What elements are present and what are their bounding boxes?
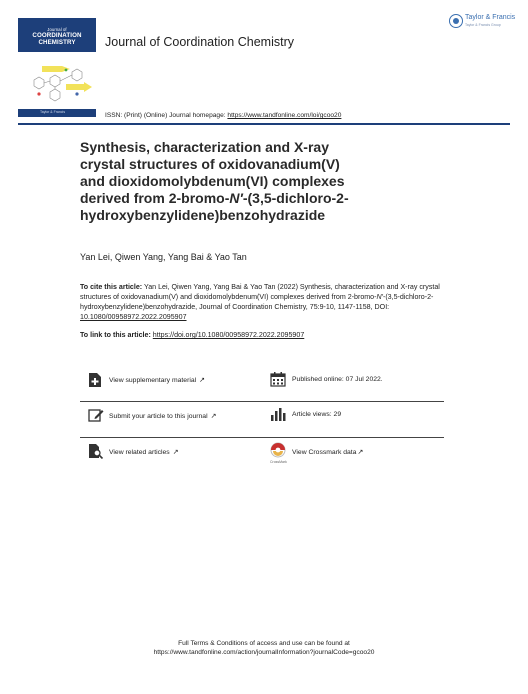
- publisher-logo-icon: [449, 14, 463, 28]
- title-line4-pre: derived from 2-bromo-: [80, 190, 230, 206]
- published-online: Published online: 07 Jul 2022.: [292, 376, 383, 383]
- footer-terms-url[interactable]: https://www.tandfonline.com/action/journalInformation?journalCode=gcoo20: [153, 649, 375, 656]
- graphical-abstract-thumbnail: [30, 64, 96, 102]
- cover-title-line1: COORDINATION: [32, 32, 82, 39]
- article-title-line: and dioxidomolybdenum(VI) complexes: [80, 173, 345, 189]
- title-line4-post: -(3,5-dichloro-2-: [242, 190, 349, 206]
- external-link-icon: ↗: [210, 413, 217, 420]
- related-label: View related articles: [109, 449, 170, 456]
- issn-line: [105, 112, 341, 119]
- article-doi-url[interactable]: https://doi.org/10.1080/00958972.2022.2095907: [152, 331, 305, 339]
- citation-text-1: Yan Lei, Qiwen Yang, Yang Bai & Yao Tan (2022) Synthesis, characterization and X-ray crystal structures of oxidovanadium(V) and dioxidomolybdenum(VI) complexes derived from 2-bromo-: [80, 283, 440, 301]
- article-views: Article views: 29: [292, 411, 342, 418]
- bar-chart-icon: [270, 406, 286, 422]
- crossmark-label: View Crossmark data: [292, 449, 357, 456]
- journal-cover-thumbnail: [18, 18, 96, 52]
- article-title-line: crystal structures of oxidovanadium(V): [80, 156, 340, 172]
- citation-label: To cite this article:: [80, 283, 143, 291]
- add-document-icon: [88, 372, 102, 388]
- link-label: To link to this article:: [80, 331, 153, 339]
- citation-italic: N′: [376, 293, 383, 301]
- article-title: [80, 139, 460, 224]
- submit-label: Submit your article to this journal: [109, 413, 208, 420]
- external-link-icon: ↗: [357, 449, 364, 456]
- cover-journal-of: Journal of: [47, 27, 67, 32]
- info-grid-divider: [80, 437, 444, 438]
- citation-doi-link[interactable]: 10.1080/00958972.2022.2095907: [80, 313, 187, 321]
- issn-label: ISSN: (Print) (Online) Journal homepage:: [105, 112, 228, 119]
- citation-block: [80, 282, 455, 322]
- supplementary-label: View supplementary material: [109, 377, 197, 384]
- article-title-line: Synthesis, characterization and X-ray: [80, 139, 329, 155]
- calendar-icon: [270, 371, 286, 387]
- header-divider: [18, 123, 510, 125]
- crossmark-icon: [269, 442, 287, 462]
- title-line4-italic: N′: [229, 190, 243, 206]
- view-supplementary-link[interactable]: [109, 376, 205, 384]
- view-related-articles-link[interactable]: [109, 448, 179, 456]
- external-link-icon: ↗: [172, 449, 179, 456]
- article-title-line: hydroxybenzylidene)benzohydrazide: [80, 207, 326, 223]
- search-document-icon: [88, 443, 104, 459]
- crossmark-badge-text: CrossMark: [270, 460, 287, 464]
- journal-homepage-link[interactable]: https://www.tandfonline.com/loi/gcoo20: [227, 112, 342, 119]
- journal-title: Journal of Coordination Chemistry: [105, 35, 294, 49]
- authors: Yan Lei, Qiwen Yang, Yang Bai & Yao Tan: [80, 252, 247, 262]
- submit-article-link[interactable]: [109, 412, 216, 420]
- external-link-icon: ↗: [199, 377, 206, 384]
- cover-title-line2: CHEMISTRY: [38, 39, 76, 46]
- publisher-tagline: Taylor & Francis Group: [465, 23, 501, 27]
- article-title-line: [80, 190, 460, 207]
- edit-pencil-icon: [88, 407, 104, 423]
- link-block: [80, 330, 455, 340]
- publisher-name: Taylor & Francis: [465, 14, 516, 21]
- info-grid-divider: [80, 401, 444, 402]
- cover-bar-text: Taylor & Francis: [40, 110, 66, 114]
- cover-publisher-bar: [18, 109, 96, 117]
- citation-text-2: -(3,5-dichloro-2-hydroxybenzylidene)benzohydrazide, Journal of Coordination Chemistry, 75:9-10, 1147-1158, DOI:: [80, 293, 434, 311]
- view-crossmark-link[interactable]: [292, 448, 363, 456]
- footer-terms-text: Full Terms & Conditions of access and use can be found at: [178, 640, 350, 647]
